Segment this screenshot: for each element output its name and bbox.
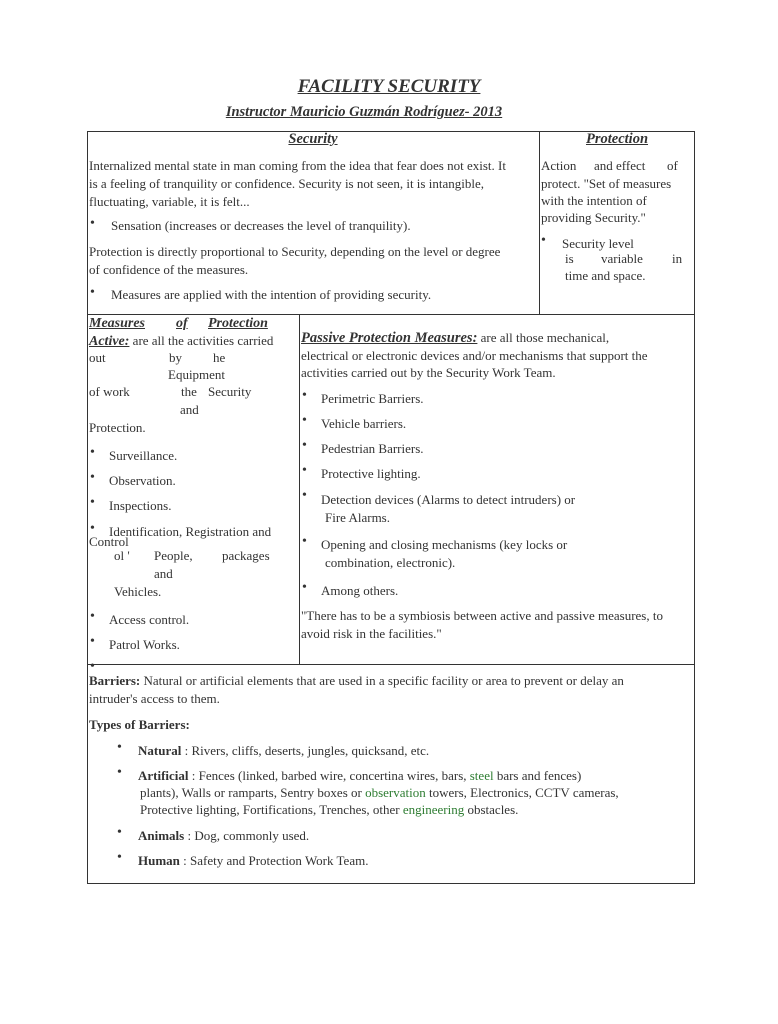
passive-item-vehicle: Vehicle barriers. xyxy=(321,416,407,431)
active-heading-b: of xyxy=(176,316,188,331)
active-line4-b: the xyxy=(181,384,197,399)
passive-line1 xyxy=(301,329,609,347)
barrier-artificial-text-b: bars and fences) xyxy=(493,768,582,783)
top-table-divider xyxy=(539,131,540,315)
bullet-icon: • xyxy=(117,825,122,840)
barrier-artificial-link-observation: observation xyxy=(365,785,426,800)
security-bullet1: Sensation (increases or decreases the level of tranquility). xyxy=(111,218,411,233)
active-item-surveillance: Surveillance. xyxy=(109,448,178,463)
security-para2-line1: Protection is directly proportional to Security, depending on the level or degree xyxy=(89,244,501,259)
active-line2-b: by xyxy=(169,350,182,365)
protection-heading: Protection xyxy=(585,131,649,147)
active-measures-cell xyxy=(88,315,299,674)
active-label-rest: are all the activities carried xyxy=(129,333,274,348)
bullet-icon: • xyxy=(117,765,122,780)
bullet-icon: • xyxy=(302,463,307,478)
passive-opening-line1: Opening and closing mechanisms (key locks or xyxy=(321,537,568,552)
barrier-artificial-label: Artificial xyxy=(138,768,189,783)
bullet-icon: • xyxy=(117,740,122,755)
security-para1-line3: fluctuating, variable, it is felt... xyxy=(89,194,250,209)
protection-bullet-line2-c: in xyxy=(672,251,683,266)
active-label: Active: xyxy=(89,334,130,349)
bullet-icon: • xyxy=(302,413,307,428)
active-line4-a: of work xyxy=(89,384,130,399)
bullet-icon: • xyxy=(302,438,307,453)
barrier-artificial-l3-b: obstacles. xyxy=(464,802,519,817)
barrier-artificial-link-steel: steel xyxy=(469,768,494,783)
active-control: Control xyxy=(89,534,129,549)
passive-detection-line2: Fire Alarms. xyxy=(325,510,390,525)
security-bullet2: Measures are applied with the intention of providing security. xyxy=(111,287,432,302)
bullet-icon: • xyxy=(302,580,307,595)
barrier-artificial-l2-b: towers, Electronics, CCTV cameras, xyxy=(425,785,619,800)
barrier-animals xyxy=(138,827,309,844)
passive-line3: activities carried out by the Security Work Team. xyxy=(301,365,556,380)
security-heading: Security xyxy=(288,131,338,147)
barrier-artificial-line3 xyxy=(140,801,518,818)
protection-line3: with the intention of xyxy=(541,193,647,208)
passive-label: Passive Protection Measures: xyxy=(301,330,478,346)
active-line2-a: out xyxy=(89,350,106,365)
protection-line4: providing Security." xyxy=(541,210,646,225)
passive-label-rest: are all those mechanical, xyxy=(477,330,610,345)
bullet-icon: • xyxy=(90,216,95,231)
active-line6: Protection. xyxy=(89,420,146,435)
barriers-definition-line2: intruder's access to them. xyxy=(89,691,220,706)
active-vehicles: Vehicles. xyxy=(114,584,162,599)
bullet-icon: • xyxy=(302,488,307,503)
active-item-patrol-works: Patrol Works. xyxy=(109,637,180,652)
page-subtitle: Instructor Mauricio Guzmán Rodríguez- 2013 xyxy=(225,104,503,120)
protection-line1-c: of xyxy=(667,158,678,173)
passive-item-perimetric: Perimetric Barriers. xyxy=(321,391,424,406)
protection-line2: protect. "Set of measures xyxy=(541,176,672,191)
protection-bullet-line2-b: variable xyxy=(601,251,643,266)
barrier-animals-text: : Dog, commonly used. xyxy=(184,828,310,843)
protection-bullet-line1: Security level xyxy=(562,236,634,251)
barriers-types-heading: Types of Barriers: xyxy=(89,717,190,732)
bullet-icon: • xyxy=(302,388,307,403)
barrier-artificial-line1 xyxy=(138,767,581,784)
passive-quote-line1: "There has to be a symbiosis between active and passive measures, to xyxy=(301,608,663,623)
passive-line2: electrical or electronic devices and/or mechanisms that support the xyxy=(301,348,648,363)
active-heading-c: Protection xyxy=(208,316,268,331)
security-para2-line2: of confidence of the measures. xyxy=(89,262,249,277)
active-definition-line1 xyxy=(89,332,273,350)
bullet-icon: • xyxy=(90,521,95,536)
passive-opening-line2: combination, electronic). xyxy=(325,555,456,570)
bullet-icon: • xyxy=(90,285,95,300)
security-para1-line1: Internalized mental state in man coming from the idea that fear does not exist. It xyxy=(89,158,506,173)
protection-line1-a: Action xyxy=(541,158,577,173)
barrier-natural xyxy=(138,742,429,759)
barrier-human-label: Human xyxy=(138,853,180,868)
active-and: and xyxy=(154,566,173,581)
active-ol: ol ' xyxy=(114,548,130,563)
passive-item-lighting: Protective lighting. xyxy=(321,466,421,481)
active-item-inspections: Inspections. xyxy=(109,498,172,513)
barriers-definition-line1 xyxy=(89,672,624,689)
bullet-icon: • xyxy=(90,470,95,485)
protection-bullet-line3: time and space. xyxy=(565,268,646,283)
barriers-definition-rest: Natural or artificial elements that are used in a specific facility or area to prevent or delay an xyxy=(140,673,624,688)
barrier-natural-label: Natural xyxy=(138,743,182,758)
barrier-artificial-line2 xyxy=(140,784,619,801)
active-people: People, xyxy=(154,548,193,563)
barrier-human xyxy=(138,852,368,869)
barrier-natural-text: : Rivers, cliffs, deserts, jungles, quicksand, etc. xyxy=(181,743,430,758)
bullet-icon: • xyxy=(90,495,95,510)
barrier-artificial-l3-a: Protective lighting, Fortifications, Trenches, other xyxy=(140,802,403,817)
active-item-access-control: Access control. xyxy=(109,612,190,627)
passive-item-pedestrian: Pedestrian Barriers. xyxy=(321,441,424,456)
bullet-icon: • xyxy=(117,850,122,865)
active-item-observation: Observation. xyxy=(109,473,176,488)
protection-line1-b: and effect xyxy=(594,158,646,173)
bullet-icon: • xyxy=(90,634,95,649)
bullet-icon: • xyxy=(90,445,95,460)
bullet-icon: • xyxy=(541,233,546,248)
active-line3: Equipment xyxy=(168,367,226,382)
barrier-artificial-l2-a: plants), Walls or ramparts, Sentry boxes or xyxy=(140,785,366,800)
passive-among-others: Among others. xyxy=(321,583,399,598)
barriers-label: Barriers: xyxy=(89,673,141,688)
passive-quote-line2: avoid risk in the facilities." xyxy=(301,626,442,641)
bullet-icon: • xyxy=(90,609,95,624)
security-para1-line2: is a feeling of tranquility or confidence. Security is not seen, it is intangible, xyxy=(89,176,484,191)
active-packages: packages xyxy=(222,548,270,563)
page-title: FACILITY SECURITY xyxy=(297,76,481,97)
passive-detection-line1: Detection devices (Alarms to detect intruders) or xyxy=(321,492,576,507)
protection-bullet-line2-a: is xyxy=(565,251,574,266)
barrier-artificial-link-engineering: engineering xyxy=(402,802,465,817)
active-line5: and xyxy=(180,402,199,417)
barrier-human-text: : Safety and Protection Work Team. xyxy=(179,853,369,868)
active-line2-c: he xyxy=(213,350,226,365)
bullet-icon: • xyxy=(302,534,307,549)
barrier-artificial-text-a: : Fences (linked, barbed wire, concertina wires, bars, xyxy=(188,768,470,783)
active-line4-c: Security xyxy=(208,384,252,399)
active-heading-a: Measures xyxy=(89,316,146,331)
barrier-animals-label: Animals xyxy=(138,828,185,843)
middle-table-divider xyxy=(299,314,300,665)
active-item-identification: Identification, Registration and xyxy=(109,524,272,539)
bullet-icon: • xyxy=(90,659,95,674)
